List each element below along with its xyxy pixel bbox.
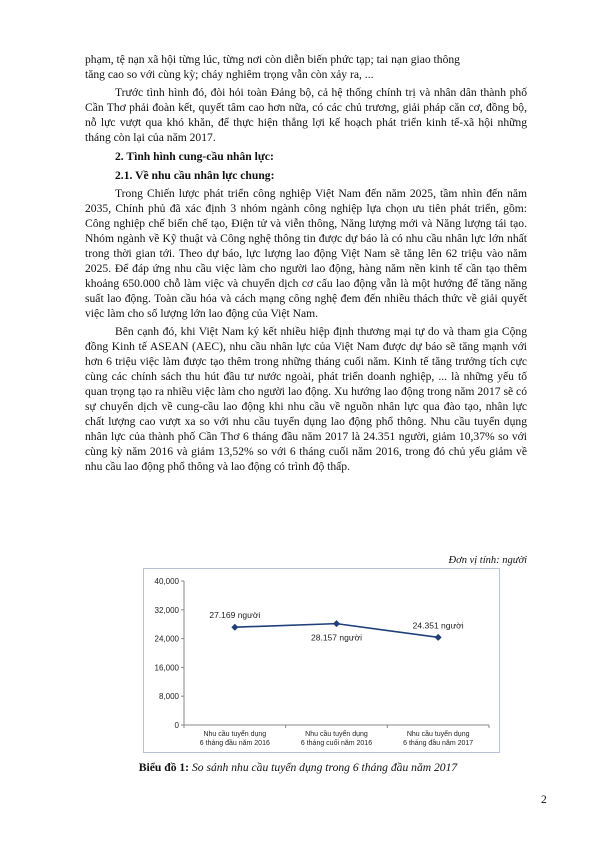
x-tick-label: Nhu cầu tuyển dụng 6 tháng đầu năm 2017 <box>403 731 474 747</box>
data-point-marker <box>435 634 442 641</box>
y-tick-label: 0 <box>174 721 179 730</box>
x-tick-label: Nhu cầu tuyển dụng 6 tháng đầu năm 2016 <box>199 731 270 747</box>
section-heading-2: 2. Tình hình cung-cầu nhân lực: <box>115 150 274 163</box>
paragraph-2: Trong Chiến lược phát triển công nghiệp Việt Nam đến năm 2025, tầm nhìn đến năm 2035, Chính phủ đã xác định 3 nhóm ngành công nghiệp lựa chọn ưu tiên phát triển, gồm: Công nghiệp chế biến chế tạo, Điện tử và viễn thông, Năng lượng mới và Năng lượng tái tạo. Nhóm ngành về Kỹ thuật và Công nghệ thông tin được dự báo là có nhu cầu nhân lực lớn nhất trong thời gian tới. Theo dự báo, lực lượng lao động Việt Nam sẽ tăng lên 62 triệu vào năm 2025. Để đáp ứng nhu cầu việc làm cho người lao động, hàng năm nền kinh tế cần tạo thêm khoảng 650.000 chỗ làm việc và chuyển dịch cơ cấu lao động vẫn là một hướng để tăng năng suất lao động. Toàn cầu hóa và cách mạng công nghệ đem đến nhiều thách thức về giải quyết việc làm cho số lượng lớn lao động của Việt Nam. <box>85 187 527 320</box>
chart-caption <box>0 761 596 774</box>
data-point-marker <box>333 620 340 627</box>
intro-line-1: phạm, tệ nạn xã hội từng lúc, từng nơi còn diễn biến phức tạp; tai nạn giao thông <box>85 53 460 66</box>
x-tick-label: Nhu cầu tuyển dụng 6 tháng cuối năm 2016 <box>300 731 373 747</box>
data-point-marker <box>231 624 238 631</box>
y-tick-label: 32,000 <box>154 605 179 615</box>
page-number: 2 <box>541 793 547 806</box>
y-tick-label: 16,000 <box>154 663 179 673</box>
caption-label: Biểu đồ 1: <box>138 761 190 774</box>
unit-note: Đơn vị tính: người <box>448 555 527 566</box>
section-heading-2-1: 2.1. Về nhu cầu nhân lực chung: <box>115 169 275 182</box>
intro-line-2: tăng cao so với cùng kỳ; cháy nghiêm trọng vẫn còn xảy ra, ... <box>85 68 374 81</box>
y-tick-label: 40,000 <box>154 577 179 586</box>
data-label: 28.157 người <box>311 632 362 643</box>
data-label: 24.351 người <box>412 620 464 631</box>
paragraph-3: Bên cạnh đó, khi Việt Nam ký kết nhiều hiệp định thương mại tự do và tham gia Cộng đồng Kinh tế ASEAN (AEC), nhu cầu nhân lực của Việt Nam được dự báo sẽ tăng mạnh với hơn 6 triệu việc làm được tạo thêm trong những tháng cuối năm. Kinh tế tăng trưởng tích cực cùng các chính sách thu hút đầu tư nước ngoài, phát triển doanh nghiệp, ... là những yếu tố quan trọng tạo ra nhiều việc làm cho người lao động. Xu hướng lao động trong năm 2017 sẽ có sự chuyển dịch về cung-cầu lao động khi nhu cầu về nguồn nhân lực qua đào tạo, nhân lực chất lượng cao vượt xa so với nhu cầu tuyển dụng lao động phổ thông. Nhu cầu tuyển dụng nhân lực của thành phố Cần Thơ 6 tháng đầu năm 2017 là 24.351 người, giảm 10,37% so với cùng kỳ năm 2016 và giảm 13,52% so với 6 tháng cuối năm 2016, trong đó chủ yếu giảm về nhu cầu lao động phổ thông và lao động có trình độ thấp. <box>85 325 527 473</box>
y-tick-label: 24,000 <box>154 634 179 644</box>
paragraph-1: Trước tình hình đó, đòi hỏi toàn Đảng bộ, cả hệ thống chính trị và nhân dân thành phố Cần Thơ phải đoàn kết, quyết tâm cao hơn nữa, có các chủ trương, giải pháp căn cơ, đồng bộ, nỗ lực vượt qua khó khăn, để thực hiện thắng lợi kế hoạch phát triển kinh tế-xã hội những tháng còn lại của năm 2017. <box>85 86 527 144</box>
chart-svg <box>144 569 499 752</box>
body-text <box>85 52 527 474</box>
caption-text: So sánh nhu cầu tuyển dụng trong 6 tháng đầu năm 2017 <box>191 761 458 774</box>
y-tick-label: 8,000 <box>158 692 179 702</box>
recruitment-chart <box>143 568 500 753</box>
data-label: 27.169 người <box>209 610 261 621</box>
